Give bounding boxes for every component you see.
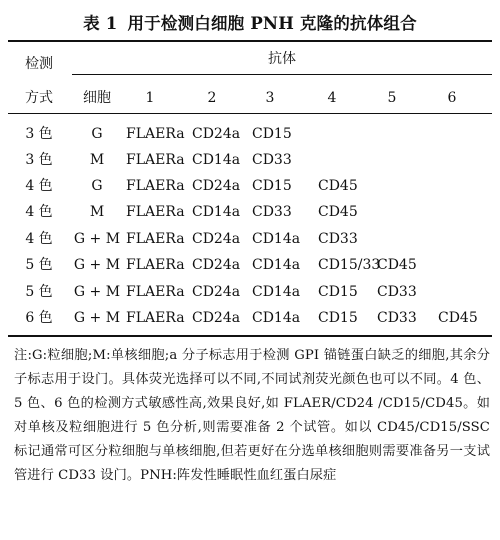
cell-type-cell: G + M [73, 284, 121, 300]
antibody-column-1: 1 [145, 90, 155, 106]
table-note: 注:G:粒细胞;M:单核细胞;a 分子标志用于检测 GPI 锚链蛋白缺乏的细胞,其余分子标志用于设门。具体荧光选择可以不同,不同试剂荧光颜色也可以不同。4 色、5 色、6 色的检测方式敏感性高,效果良好,如 FLAER/CD24 /CD15/CD45。如对单核及粒细胞进行 5 色分析,则需要准备 2 个试管。如以 CD45/CD15/SSC 标记通常可区分粒细胞与单核细胞,但若更好在分选单核细胞则需要准备另一支试管进行 CD33 设门。PNH:阵发性睡眠性血红蛋白尿症 [14, 348, 490, 483]
antibody-cell: CD15 [318, 310, 358, 326]
cell-type-cell: G [91, 126, 103, 142]
antibody-cell: CD24a [192, 257, 241, 273]
antibody-cell: FLAERa [126, 178, 185, 194]
antibody-cell: CD15 [318, 284, 358, 300]
table-caption: 用于检测白细胞 PNH 克隆的抗体组合 [127, 14, 417, 33]
antibody-cell: CD14a [192, 152, 241, 168]
method-cell: 4 色 [25, 204, 53, 220]
antibody-cell: CD33 [252, 204, 292, 220]
antibody-cell: CD33 [252, 152, 292, 168]
method-cell: 4 色 [25, 178, 53, 194]
antibody-cell: CD33 [318, 231, 358, 247]
antibody-cell: FLAERa [126, 126, 185, 142]
method-cell: 5 色 [25, 284, 53, 300]
method-cell: 4 色 [25, 231, 53, 247]
antibody-cell: FLAERa [126, 231, 185, 247]
antibody-cell: CD33 [377, 284, 417, 300]
antibody-column-6: 6 [447, 90, 457, 106]
antibody-cell: FLAERa [126, 204, 185, 220]
cell-type-cell: G + M [73, 231, 121, 247]
antibody-cell: CD33 [377, 310, 417, 326]
method-cell: 3 色 [25, 152, 53, 168]
antibody-cell: CD14a [252, 231, 301, 247]
antibody-column-4: 4 [327, 90, 337, 106]
table-header-rule [8, 113, 492, 114]
table-title [0, 10, 500, 34]
antibody-column-3: 3 [265, 90, 275, 106]
method-header-line1: 检测 [25, 56, 53, 72]
method-cell: 6 色 [25, 310, 53, 326]
antibody-cell: CD14a [252, 284, 301, 300]
antibody-cell: CD45 [438, 310, 478, 326]
antibody-cell: CD14a [252, 310, 301, 326]
cell-type-cell: G + M [73, 310, 121, 326]
antibody-cell: CD24a [192, 178, 241, 194]
method-cell: 3 色 [25, 126, 53, 142]
antibody-header-rule [72, 74, 492, 75]
antibody-cell: FLAERa [126, 152, 185, 168]
antibody-cell: CD15 [252, 126, 292, 142]
antibody-column-5: 5 [387, 90, 397, 106]
antibody-cell: CD15/33 [318, 257, 381, 273]
table-bottom-rule [8, 335, 492, 337]
cell-type-cell: G [91, 178, 103, 194]
cell-header: 细胞 [83, 90, 111, 106]
antibody-cell: CD24a [192, 310, 241, 326]
antibody-cell: CD15 [252, 178, 292, 194]
antibody-cell: CD45 [318, 204, 358, 220]
cell-type-cell: G + M [73, 257, 121, 273]
table-label: 表 1 [83, 14, 118, 33]
antibody-cell: CD45 [318, 178, 358, 194]
antibody-cell: FLAERa [126, 310, 185, 326]
antibody-cell: CD24a [192, 126, 241, 142]
antibody-column-2: 2 [207, 90, 217, 106]
cell-type-cell: M [89, 204, 105, 220]
method-cell: 5 色 [25, 257, 53, 273]
antibody-cell: FLAERa [126, 284, 185, 300]
cell-type-cell: M [89, 152, 105, 168]
antibody-cell: CD24a [192, 284, 241, 300]
method-header-line2: 方式 [25, 90, 53, 106]
antibody-cell: CD24a [192, 231, 241, 247]
antibody-cell: FLAERa [126, 257, 185, 273]
antibody-cell: CD14a [192, 204, 241, 220]
antibody-header: 抗体 [268, 51, 296, 67]
antibody-cell: CD14a [252, 257, 301, 273]
antibody-cell: CD45 [377, 257, 417, 273]
table-top-rule [8, 40, 492, 42]
